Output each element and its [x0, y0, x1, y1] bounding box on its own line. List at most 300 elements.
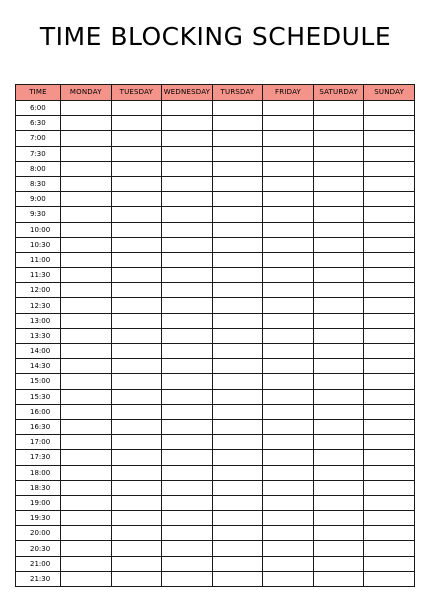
schedule-cell-wednesday[interactable]	[162, 313, 213, 328]
column-header-saturday: SATURDAY	[313, 85, 364, 101]
schedule-cell-thursday[interactable]	[212, 268, 263, 283]
table-row	[16, 359, 415, 374]
time-cell: 8:30	[16, 176, 61, 191]
time-cell: 11:30	[16, 268, 61, 283]
schedule-cell-friday[interactable]	[263, 556, 314, 571]
schedule-cell-sunday[interactable]	[364, 101, 415, 116]
schedule-cell-sunday[interactable]	[364, 374, 415, 389]
schedule-cell-thursday[interactable]	[212, 161, 263, 176]
schedule-cell-saturday[interactable]	[313, 131, 364, 146]
schedule-cell-friday[interactable]	[263, 495, 314, 510]
schedule-cell-thursday[interactable]	[212, 328, 263, 343]
schedule-cell-saturday[interactable]	[313, 511, 364, 526]
table-row	[16, 404, 415, 419]
schedule-cell-wednesday[interactable]	[162, 101, 213, 116]
schedule-cell-monday[interactable]	[61, 176, 112, 191]
schedule-cell-sunday[interactable]	[364, 389, 415, 404]
time-cell: 10:00	[16, 222, 61, 237]
time-cell: 18:00	[16, 465, 61, 480]
time-cell: 13:00	[16, 313, 61, 328]
schedule-cell-friday[interactable]	[263, 465, 314, 480]
schedule-cell-thursday[interactable]	[212, 526, 263, 541]
schedule-cell-thursday[interactable]	[212, 556, 263, 571]
schedule-cell-saturday[interactable]	[313, 495, 364, 510]
schedule-cell-monday[interactable]	[61, 131, 112, 146]
schedule-cell-thursday[interactable]	[212, 419, 263, 434]
schedule-cell-wednesday[interactable]	[162, 419, 213, 434]
schedule-cell-wednesday[interactable]	[162, 192, 213, 207]
schedule-cell-sunday[interactable]	[364, 131, 415, 146]
schedule-cell-wednesday[interactable]	[162, 131, 213, 146]
schedule-cell-tuesday[interactable]	[111, 298, 162, 313]
schedule-cell-friday[interactable]	[263, 101, 314, 116]
schedule-cell-thursday[interactable]	[212, 222, 263, 237]
time-cell: 21:00	[16, 556, 61, 571]
schedule-cell-sunday[interactable]	[364, 404, 415, 419]
time-cell: 14:00	[16, 344, 61, 359]
table-row	[16, 176, 415, 191]
schedule-cell-sunday[interactable]	[364, 435, 415, 450]
schedule-cell-saturday[interactable]	[313, 419, 364, 434]
schedule-cell-monday[interactable]	[61, 374, 112, 389]
schedule-cell-monday[interactable]	[61, 526, 112, 541]
schedule-cell-wednesday[interactable]	[162, 344, 213, 359]
table-row	[16, 101, 415, 116]
schedule-cell-monday[interactable]	[61, 268, 112, 283]
time-cell: 16:30	[16, 419, 61, 434]
schedule-cell-sunday[interactable]	[364, 328, 415, 343]
time-cell: 11:00	[16, 252, 61, 267]
table-row	[16, 480, 415, 495]
table-row	[16, 419, 415, 434]
time-cell: 15:30	[16, 389, 61, 404]
schedule-cell-saturday[interactable]	[313, 359, 364, 374]
schedule-cell-tuesday[interactable]	[111, 556, 162, 571]
schedule-cell-tuesday[interactable]	[111, 101, 162, 116]
schedule-cell-saturday[interactable]	[313, 283, 364, 298]
schedule-cell-thursday[interactable]	[212, 465, 263, 480]
time-cell: 20:30	[16, 541, 61, 556]
time-cell: 14:30	[16, 359, 61, 374]
schedule-cell-wednesday[interactable]	[162, 146, 213, 161]
schedule-cell-tuesday[interactable]	[111, 359, 162, 374]
table-row	[16, 131, 415, 146]
schedule-cell-saturday[interactable]	[313, 207, 364, 222]
schedule-cell-friday[interactable]	[263, 298, 314, 313]
schedule-cell-saturday[interactable]	[313, 344, 364, 359]
schedule-cell-friday[interactable]	[263, 359, 314, 374]
schedule-cell-thursday[interactable]	[212, 146, 263, 161]
schedule-cell-thursday[interactable]	[212, 207, 263, 222]
schedule-cell-sunday[interactable]	[364, 495, 415, 510]
schedule-cell-monday[interactable]	[61, 298, 112, 313]
schedule-cell-wednesday[interactable]	[162, 526, 213, 541]
schedule-table	[15, 84, 415, 587]
schedule-cell-wednesday[interactable]	[162, 222, 213, 237]
schedule-cell-saturday[interactable]	[313, 571, 364, 586]
schedule-cell-tuesday[interactable]	[111, 207, 162, 222]
time-cell: 7:30	[16, 146, 61, 161]
table-row	[16, 526, 415, 541]
schedule-cell-saturday[interactable]	[313, 435, 364, 450]
schedule-cell-sunday[interactable]	[364, 465, 415, 480]
schedule-cell-tuesday[interactable]	[111, 283, 162, 298]
schedule-cell-monday[interactable]	[61, 571, 112, 586]
schedule-cell-monday[interactable]	[61, 252, 112, 267]
schedule-cell-tuesday[interactable]	[111, 571, 162, 586]
table-row	[16, 511, 415, 526]
schedule-cell-saturday[interactable]	[313, 328, 364, 343]
schedule-cell-friday[interactable]	[263, 237, 314, 252]
schedule-cell-sunday[interactable]	[364, 116, 415, 131]
schedule-cell-tuesday[interactable]	[111, 526, 162, 541]
schedule-cell-tuesday[interactable]	[111, 450, 162, 465]
schedule-cell-friday[interactable]	[263, 252, 314, 267]
time-cell: 20:00	[16, 526, 61, 541]
table-row	[16, 298, 415, 313]
schedule-cell-saturday[interactable]	[313, 526, 364, 541]
time-cell: 19:00	[16, 495, 61, 510]
schedule-cell-friday[interactable]	[263, 207, 314, 222]
schedule-cell-thursday[interactable]	[212, 389, 263, 404]
schedule-cell-friday[interactable]	[263, 450, 314, 465]
schedule-cell-monday[interactable]	[61, 465, 112, 480]
schedule-cell-wednesday[interactable]	[162, 161, 213, 176]
table-row	[16, 161, 415, 176]
table-row	[16, 237, 415, 252]
schedule-cell-thursday[interactable]	[212, 359, 263, 374]
schedule-cell-thursday[interactable]	[212, 252, 263, 267]
schedule-cell-tuesday[interactable]	[111, 237, 162, 252]
schedule-cell-thursday[interactable]	[212, 374, 263, 389]
page-title: TIME BLOCKING SCHEDULE	[39, 22, 392, 51]
schedule-cell-monday[interactable]	[61, 511, 112, 526]
schedule-cell-monday[interactable]	[61, 480, 112, 495]
schedule-cell-sunday[interactable]	[364, 268, 415, 283]
schedule-cell-wednesday[interactable]	[162, 268, 213, 283]
schedule-cell-friday[interactable]	[263, 541, 314, 556]
schedule-cell-wednesday[interactable]	[162, 374, 213, 389]
schedule-cell-monday[interactable]	[61, 450, 112, 465]
schedule-cell-thursday[interactable]	[212, 344, 263, 359]
table-row	[16, 283, 415, 298]
schedule-cell-thursday[interactable]	[212, 541, 263, 556]
schedule-cell-sunday[interactable]	[364, 207, 415, 222]
schedule-cell-sunday[interactable]	[364, 237, 415, 252]
time-cell: 17:30	[16, 450, 61, 465]
time-cell: 9:30	[16, 207, 61, 222]
schedule-cell-saturday[interactable]	[313, 252, 364, 267]
schedule-cell-monday[interactable]	[61, 146, 112, 161]
schedule-cell-monday[interactable]	[61, 192, 112, 207]
schedule-cell-monday[interactable]	[61, 283, 112, 298]
schedule-cell-saturday[interactable]	[313, 374, 364, 389]
schedule-cell-tuesday[interactable]	[111, 480, 162, 495]
schedule-cell-tuesday[interactable]	[111, 268, 162, 283]
schedule-cell-saturday[interactable]	[313, 222, 364, 237]
time-cell: 19:30	[16, 511, 61, 526]
schedule-cell-monday[interactable]	[61, 495, 112, 510]
schedule-cell-saturday[interactable]	[313, 450, 364, 465]
schedule-cell-friday[interactable]	[263, 146, 314, 161]
schedule-cell-wednesday[interactable]	[162, 207, 213, 222]
schedule-cell-sunday[interactable]	[364, 161, 415, 176]
schedule-cell-tuesday[interactable]	[111, 404, 162, 419]
schedule-cell-saturday[interactable]	[313, 161, 364, 176]
table-row	[16, 389, 415, 404]
schedule-cell-thursday[interactable]	[212, 283, 263, 298]
schedule-cell-tuesday[interactable]	[111, 161, 162, 176]
schedule-cell-sunday[interactable]	[364, 526, 415, 541]
schedule-cell-saturday[interactable]	[313, 268, 364, 283]
schedule-cell-wednesday[interactable]	[162, 283, 213, 298]
schedule-cell-tuesday[interactable]	[111, 116, 162, 131]
schedule-cell-thursday[interactable]	[212, 313, 263, 328]
schedule-cell-tuesday[interactable]	[111, 389, 162, 404]
schedule-cell-thursday[interactable]	[212, 298, 263, 313]
table-row	[16, 344, 415, 359]
schedule-cell-saturday[interactable]	[313, 146, 364, 161]
schedule-cell-monday[interactable]	[61, 207, 112, 222]
time-cell: 8:00	[16, 161, 61, 176]
schedule-cell-friday[interactable]	[263, 192, 314, 207]
header-row	[16, 85, 415, 101]
schedule-body	[16, 101, 415, 587]
table-row	[16, 252, 415, 267]
table-row	[16, 268, 415, 283]
schedule-cell-monday[interactable]	[61, 541, 112, 556]
column-header-wednesday: WEDNESDAY	[162, 85, 213, 101]
schedule-cell-monday[interactable]	[61, 359, 112, 374]
table-row	[16, 571, 415, 586]
schedule-cell-friday[interactable]	[263, 419, 314, 434]
schedule-cell-friday[interactable]	[263, 131, 314, 146]
table-row	[16, 465, 415, 480]
schedule-cell-tuesday[interactable]	[111, 252, 162, 267]
schedule-cell-sunday[interactable]	[364, 146, 415, 161]
schedule-cell-monday[interactable]	[61, 435, 112, 450]
column-header-sunday: SUNDAY	[364, 85, 415, 101]
schedule-cell-sunday[interactable]	[364, 541, 415, 556]
schedule-cell-friday[interactable]	[263, 511, 314, 526]
table-row	[16, 435, 415, 450]
schedule-cell-tuesday[interactable]	[111, 435, 162, 450]
schedule-cell-monday[interactable]	[61, 313, 112, 328]
schedule-cell-friday[interactable]	[263, 283, 314, 298]
schedule-cell-tuesday[interactable]	[111, 511, 162, 526]
schedule-cell-thursday[interactable]	[212, 192, 263, 207]
schedule-cell-friday[interactable]	[263, 480, 314, 495]
schedule-cell-sunday[interactable]	[364, 359, 415, 374]
time-cell: 21:30	[16, 571, 61, 586]
schedule-cell-friday[interactable]	[263, 268, 314, 283]
schedule-cell-thursday[interactable]	[212, 511, 263, 526]
schedule-cell-wednesday[interactable]	[162, 328, 213, 343]
schedule-cell-friday[interactable]	[263, 328, 314, 343]
schedule-cell-wednesday[interactable]	[162, 237, 213, 252]
table-row	[16, 374, 415, 389]
table-row	[16, 313, 415, 328]
schedule-cell-wednesday[interactable]	[162, 359, 213, 374]
schedule-cell-monday[interactable]	[61, 328, 112, 343]
schedule-cell-saturday[interactable]	[313, 237, 364, 252]
schedule-cell-friday[interactable]	[263, 571, 314, 586]
schedule-cell-friday[interactable]	[263, 313, 314, 328]
schedule-cell-wednesday[interactable]	[162, 465, 213, 480]
time-cell: 12:00	[16, 283, 61, 298]
table-row	[16, 192, 415, 207]
schedule-cell-saturday[interactable]	[313, 176, 364, 191]
schedule-cell-monday[interactable]	[61, 556, 112, 571]
schedule-cell-friday[interactable]	[263, 176, 314, 191]
schedule-cell-monday[interactable]	[61, 101, 112, 116]
table-row	[16, 116, 415, 131]
schedule-cell-sunday[interactable]	[364, 511, 415, 526]
schedule-cell-saturday[interactable]	[313, 389, 364, 404]
time-cell: 18:30	[16, 480, 61, 495]
schedule-cell-thursday[interactable]	[212, 237, 263, 252]
time-cell: 10:30	[16, 237, 61, 252]
schedule-cell-saturday[interactable]	[313, 313, 364, 328]
schedule-cell-friday[interactable]	[263, 435, 314, 450]
table-row	[16, 222, 415, 237]
schedule-cell-tuesday[interactable]	[111, 192, 162, 207]
table-row	[16, 146, 415, 161]
schedule-cell-tuesday[interactable]	[111, 541, 162, 556]
schedule-cell-saturday[interactable]	[313, 101, 364, 116]
time-cell: 12:30	[16, 298, 61, 313]
schedule-cell-sunday[interactable]	[364, 298, 415, 313]
schedule-cell-saturday[interactable]	[313, 480, 364, 495]
table-row	[16, 207, 415, 222]
schedule-cell-tuesday[interactable]	[111, 495, 162, 510]
schedule-cell-tuesday[interactable]	[111, 419, 162, 434]
table-row	[16, 541, 415, 556]
time-cell: 7:00	[16, 131, 61, 146]
schedule-cell-tuesday[interactable]	[111, 313, 162, 328]
schedule-cell-thursday[interactable]	[212, 435, 263, 450]
schedule-cell-sunday[interactable]	[364, 313, 415, 328]
schedule-cell-saturday[interactable]	[313, 192, 364, 207]
schedule-cell-wednesday[interactable]	[162, 435, 213, 450]
schedule-cell-wednesday[interactable]	[162, 480, 213, 495]
column-header-friday: FRIDAY	[263, 85, 314, 101]
schedule-cell-thursday[interactable]	[212, 116, 263, 131]
table-row	[16, 450, 415, 465]
schedule-cell-friday[interactable]	[263, 389, 314, 404]
schedule-cell-wednesday[interactable]	[162, 116, 213, 131]
schedule-cell-monday[interactable]	[61, 161, 112, 176]
schedule-cell-tuesday[interactable]	[111, 131, 162, 146]
schedule-cell-sunday[interactable]	[364, 344, 415, 359]
schedule-cell-sunday[interactable]	[364, 222, 415, 237]
schedule-cell-sunday[interactable]	[364, 192, 415, 207]
schedule-cell-monday[interactable]	[61, 222, 112, 237]
column-header-thursday: TURSDAY	[212, 85, 263, 101]
column-header-monday: MONDAY	[61, 85, 112, 101]
schedule-cell-thursday[interactable]	[212, 176, 263, 191]
schedule-cell-monday[interactable]	[61, 389, 112, 404]
time-cell: 6:00	[16, 101, 61, 116]
schedule-cell-tuesday[interactable]	[111, 328, 162, 343]
time-cell: 9:00	[16, 192, 61, 207]
table-row	[16, 495, 415, 510]
schedule-cell-thursday[interactable]	[212, 404, 263, 419]
schedule-cell-friday[interactable]	[263, 404, 314, 419]
schedule-cell-wednesday[interactable]	[162, 389, 213, 404]
schedule-cell-sunday[interactable]	[364, 556, 415, 571]
time-cell: 6:30	[16, 116, 61, 131]
schedule-cell-saturday[interactable]	[313, 404, 364, 419]
schedule-cell-tuesday[interactable]	[111, 222, 162, 237]
schedule-cell-sunday[interactable]	[364, 283, 415, 298]
schedule-cell-friday[interactable]	[263, 344, 314, 359]
table-row	[16, 328, 415, 343]
schedule-cell-friday[interactable]	[263, 374, 314, 389]
schedule-cell-saturday[interactable]	[313, 541, 364, 556]
schedule-cell-sunday[interactable]	[364, 571, 415, 586]
schedule-cell-sunday[interactable]	[364, 450, 415, 465]
schedule-cell-friday[interactable]	[263, 161, 314, 176]
schedule-cell-saturday[interactable]	[313, 465, 364, 480]
schedule-cell-thursday[interactable]	[212, 480, 263, 495]
schedule-cell-saturday[interactable]	[313, 116, 364, 131]
schedule-cell-wednesday[interactable]	[162, 298, 213, 313]
schedule-cell-friday[interactable]	[263, 222, 314, 237]
schedule-cell-thursday[interactable]	[212, 131, 263, 146]
schedule-cell-monday[interactable]	[61, 116, 112, 131]
schedule-cell-monday[interactable]	[61, 344, 112, 359]
schedule-cell-wednesday[interactable]	[162, 495, 213, 510]
schedule-cell-friday[interactable]	[263, 526, 314, 541]
schedule-cell-tuesday[interactable]	[111, 465, 162, 480]
schedule-cell-thursday[interactable]	[212, 450, 263, 465]
column-header-tuesday: TUESDAY	[111, 85, 162, 101]
schedule-cell-monday[interactable]	[61, 419, 112, 434]
schedule-cell-sunday[interactable]	[364, 480, 415, 495]
time-cell: 15:00	[16, 374, 61, 389]
schedule-cell-sunday[interactable]	[364, 176, 415, 191]
schedule-cell-thursday[interactable]	[212, 571, 263, 586]
schedule-cell-thursday[interactable]	[212, 495, 263, 510]
schedule-cell-wednesday[interactable]	[162, 571, 213, 586]
schedule-cell-wednesday[interactable]	[162, 404, 213, 419]
schedule-cell-sunday[interactable]	[364, 252, 415, 267]
column-header-time: TIME	[16, 85, 61, 101]
schedule-cell-saturday[interactable]	[313, 556, 364, 571]
schedule-cell-tuesday[interactable]	[111, 146, 162, 161]
schedule-cell-thursday[interactable]	[212, 101, 263, 116]
schedule-cell-wednesday[interactable]	[162, 176, 213, 191]
schedule-cell-wednesday[interactable]	[162, 450, 213, 465]
time-cell: 13:30	[16, 328, 61, 343]
table-row	[16, 556, 415, 571]
schedule-cell-tuesday[interactable]	[111, 176, 162, 191]
schedule-cell-saturday[interactable]	[313, 298, 364, 313]
schedule-cell-tuesday[interactable]	[111, 374, 162, 389]
schedule-cell-monday[interactable]	[61, 237, 112, 252]
schedule-cell-wednesday[interactable]	[162, 541, 213, 556]
time-cell: 17:00	[16, 435, 61, 450]
schedule-cell-wednesday[interactable]	[162, 556, 213, 571]
schedule-cell-wednesday[interactable]	[162, 511, 213, 526]
schedule-cell-sunday[interactable]	[364, 419, 415, 434]
schedule-cell-wednesday[interactable]	[162, 252, 213, 267]
schedule-cell-friday[interactable]	[263, 116, 314, 131]
time-cell: 16:00	[16, 404, 61, 419]
schedule-cell-tuesday[interactable]	[111, 344, 162, 359]
schedule-cell-monday[interactable]	[61, 404, 112, 419]
